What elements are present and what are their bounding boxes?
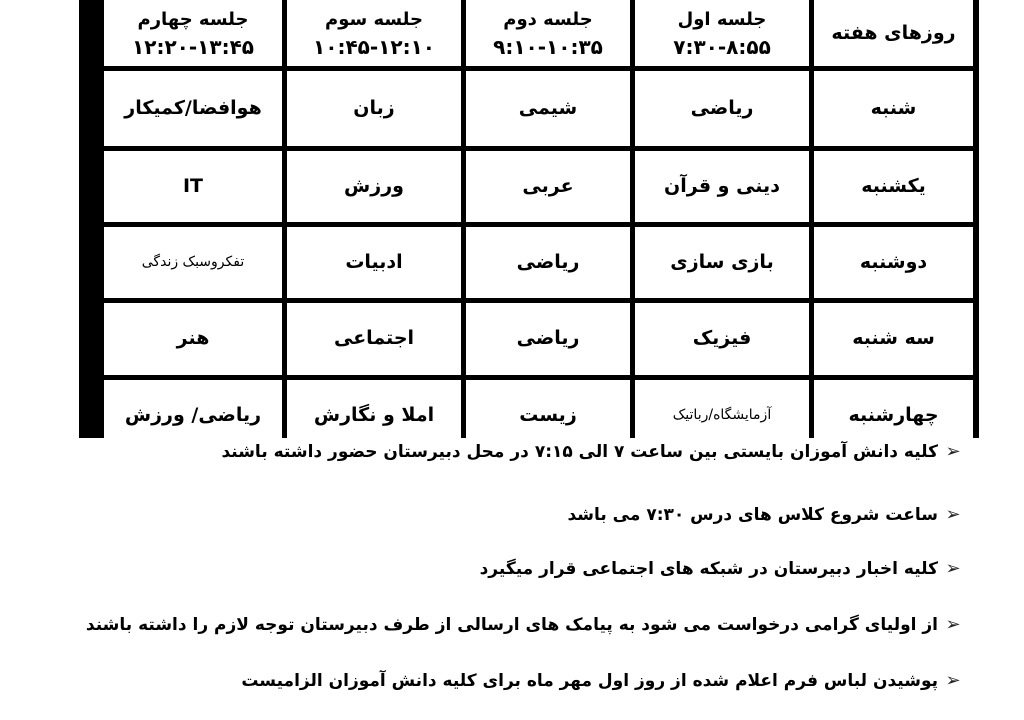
session-time: ۱۰:۴۵-۱۲:۱۰ xyxy=(313,35,435,59)
class-cell: ریاضی/ ورزش xyxy=(104,380,282,451)
class-cell: IT xyxy=(104,151,282,222)
header-days-of-week: روزهای هفته xyxy=(814,0,973,66)
session-title: جلسه دوم xyxy=(503,8,593,30)
note-text: کلیه دانش آموزان بایستی بین ساعت ۷ الی ۷:۱۵ در محل دبیرستان حضور داشته باشند xyxy=(221,442,938,462)
note-item xyxy=(18,503,968,557)
day-cell-monday: دوشنبه xyxy=(814,227,973,298)
note-item xyxy=(18,613,968,669)
class-cell: ریاضی xyxy=(466,227,630,298)
class-cell: عربی xyxy=(466,151,630,222)
class-cell: ادبیات xyxy=(287,227,461,298)
class-cell: بازی سازی xyxy=(635,227,809,298)
header-session-4 xyxy=(104,0,282,66)
schedule-table xyxy=(79,0,979,438)
session-title: جلسه چهارم xyxy=(137,8,249,30)
class-cell: آزمایشگاه/رباتیک xyxy=(635,380,809,451)
class-cell: اجتماعی xyxy=(287,303,461,375)
class-cell: هنر xyxy=(104,303,282,375)
note-item xyxy=(18,669,968,693)
class-cell: دینی و قرآن xyxy=(635,151,809,222)
session-time: ۷:۳۰-۸:۵۵ xyxy=(673,35,771,59)
note-item xyxy=(18,440,968,503)
arrow-bullet-icon: ➢ xyxy=(945,614,961,635)
class-cell: ریاضی xyxy=(635,71,809,146)
class-cell: زبان xyxy=(287,71,461,146)
class-cell: هوافضا/کمیکار xyxy=(104,71,282,146)
arrow-bullet-icon: ➢ xyxy=(945,441,961,462)
session-title: جلسه سوم xyxy=(325,8,423,30)
class-cell: شیمی xyxy=(466,71,630,146)
arrow-bullet-icon: ➢ xyxy=(945,558,961,579)
class-cell: زیست xyxy=(466,380,630,451)
session-time: ۹:۱۰-۱۰:۳۵ xyxy=(493,35,603,59)
session-time: ۱۲:۲۰-۱۳:۴۵ xyxy=(132,35,254,59)
note-text: از اولیای گرامی درخواست می شود به پیامک های ارسالی از طرف دبیرستان توجه لازم را داشته باشند xyxy=(85,615,938,635)
notes-list xyxy=(18,440,968,693)
arrow-bullet-icon: ➢ xyxy=(945,504,961,525)
day-cell-tuesday: سه شنبه xyxy=(814,303,973,375)
header-session-2 xyxy=(466,0,630,66)
session-title: جلسه اول xyxy=(677,8,767,30)
header-session-1 xyxy=(635,0,809,66)
day-cell-saturday: شنبه xyxy=(814,71,973,146)
arrow-bullet-icon: ➢ xyxy=(945,670,961,691)
note-item xyxy=(18,557,968,613)
class-cell: املا و نگارش xyxy=(287,380,461,451)
class-cell: فیزیک xyxy=(635,303,809,375)
day-cell-sunday: یکشنبه xyxy=(814,151,973,222)
class-cell: ریاضی xyxy=(466,303,630,375)
note-text: پوشیدن لباس فرم اعلام شده از روز اول مهر ماه برای کلیه دانش آموزان الزامیست xyxy=(241,671,938,691)
note-text: ساعت شروع کلاس های درس ۷:۳۰ می باشد xyxy=(567,505,938,525)
note-text: کلیه اخبار دبیرستان در شبکه های اجتماعی قرار میگیرد xyxy=(479,559,938,579)
day-cell-wednesday: چهارشنبه xyxy=(814,380,973,451)
class-cell: ورزش xyxy=(287,151,461,222)
header-session-3 xyxy=(287,0,461,66)
class-cell: تفکروسبک زندگی xyxy=(104,227,282,298)
